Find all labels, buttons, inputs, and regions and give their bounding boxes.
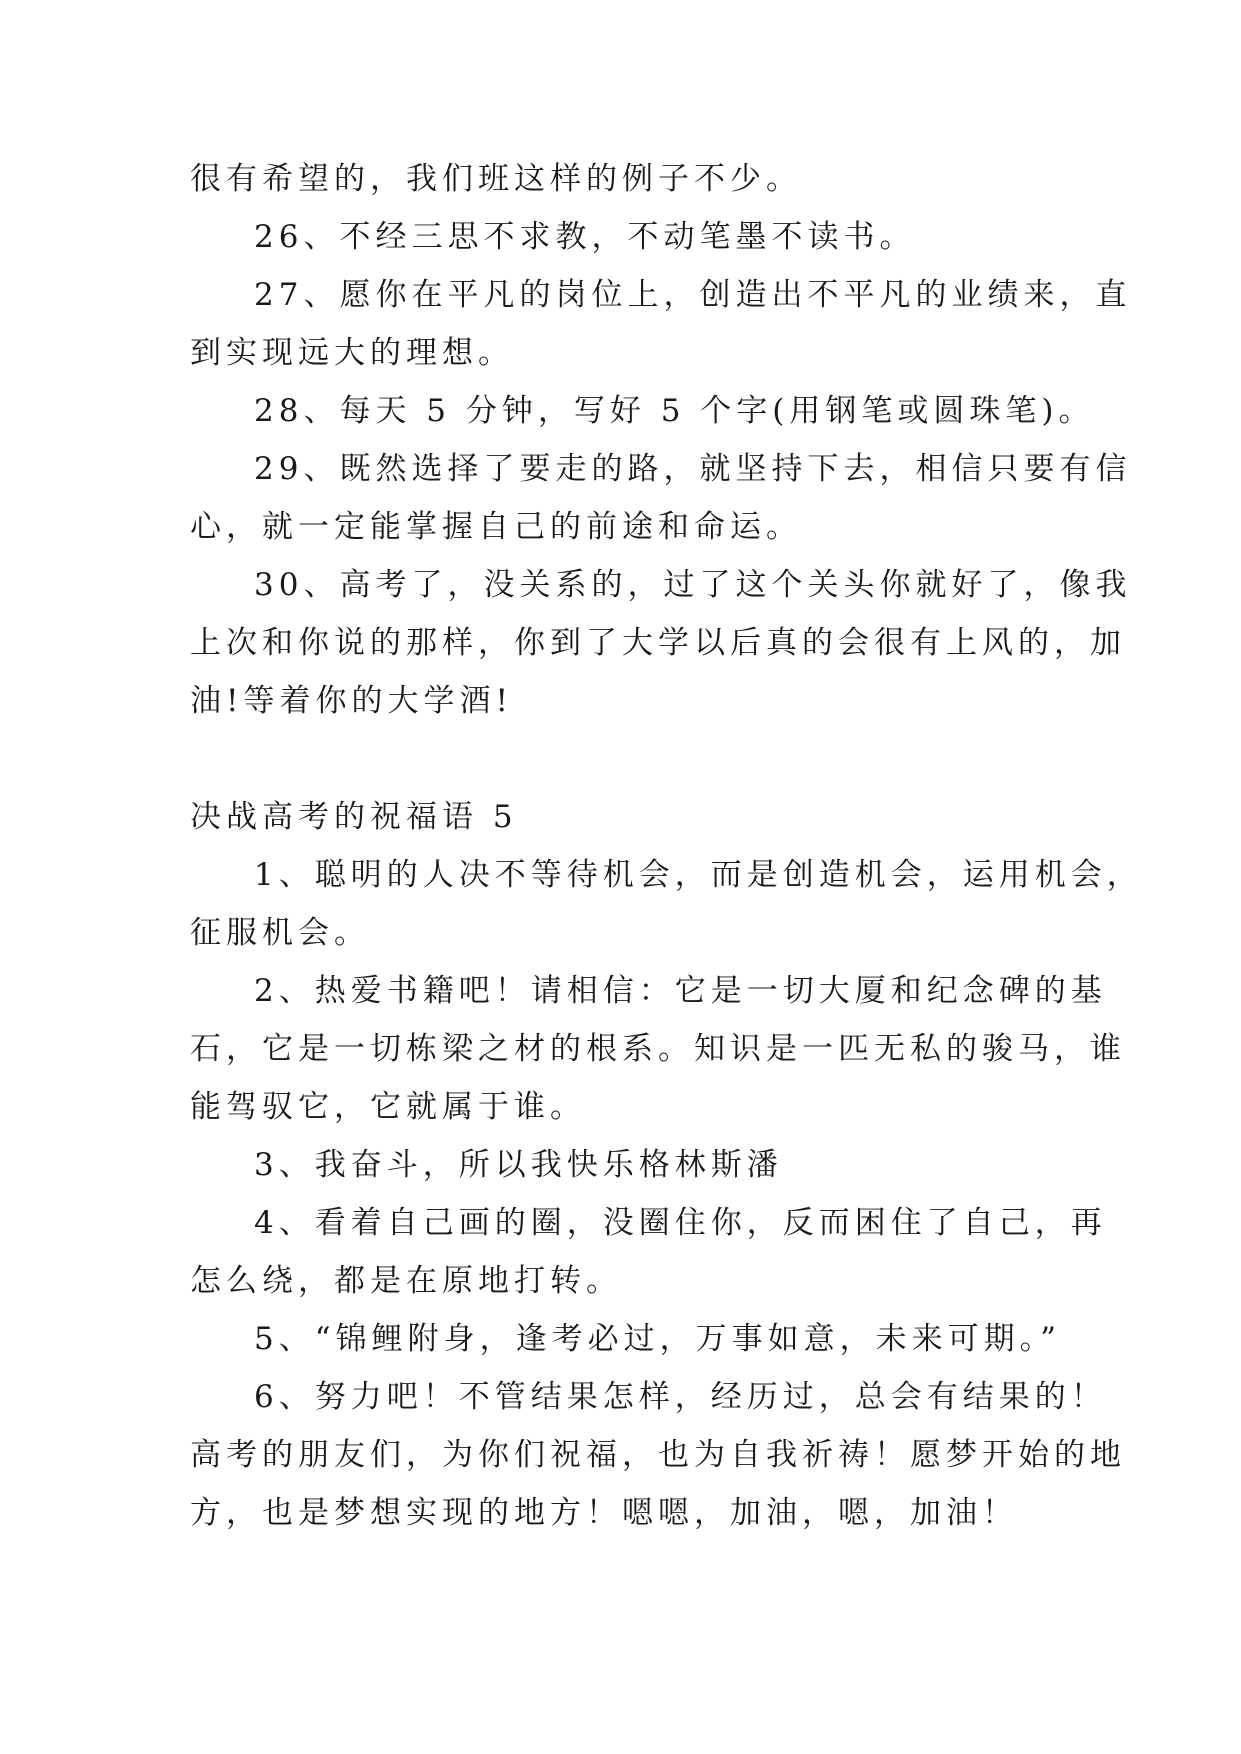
paragraph-line: 26、不经三思不求教，不动笔墨不读书。 (254, 219, 916, 255)
paragraph-line: 石，它是一切栋梁之材的根系。知识是一匹无私的骏马，谁 (190, 1031, 1126, 1067)
paragraph-line: 3、我奋斗，所以我快乐格林斯潘 (254, 1147, 783, 1183)
paragraph-line: 5、“锦鲤附身，逢考必过，万事如意，未来可期。” (254, 1321, 1061, 1357)
paragraph-line: 27、愿你在平凡的岗位上，创造出不平凡的业绩来，直 (254, 277, 1132, 313)
paragraph-line: 能驾驭它，它就属于谁。 (190, 1089, 586, 1125)
paragraph-line: 到实现远大的理想。 (190, 335, 514, 371)
paragraph-line: 4、看着自己画的圈，没圈住你，反而困住了自己，再 (254, 1205, 1107, 1241)
paragraph-line: 油!等着你的大学酒! (190, 683, 513, 719)
paragraph-line: 心，就一定能掌握自己的前途和命运。 (190, 509, 802, 545)
paragraph-line: 怎么绕，都是在原地打转。 (190, 1263, 622, 1299)
paragraph-line: 1、聪明的人决不等待机会，而是创造机会，运用机会， (254, 857, 1143, 893)
section-heading: 决战高考的祝福语 5 (190, 799, 518, 835)
paragraph-line: 上次和你说的那样，你到了大学以后真的会很有上风的，加 (190, 625, 1126, 661)
paragraph-line: 29、既然选择了要走的路，就坚持下去，相信只要有信 (254, 451, 1132, 487)
paragraph-line: 方，也是梦想实现的地方！嗯嗯，加油，嗯，加油！ (190, 1495, 1018, 1531)
paragraph-line: 28、每天 5 分钟，写好 5 个字(用钢笔或圆珠笔)。 (254, 393, 1095, 429)
paragraph-line: 30、高考了，没关系的，过了这个关头你就好了，像我 (254, 567, 1132, 603)
document-body (190, 150, 1143, 1542)
paragraph-line: 2、热爱书籍吧！请相信：它是一切大厦和纪念碑的基 (254, 973, 1107, 1009)
paragraph-line: 高考的朋友们，为你们祝福，也为自我祈祷！愿梦开始的地 (190, 1437, 1126, 1473)
paragraph-line: 6、努力吧！不管结果怎样，经历过，总会有结果的！ (254, 1379, 1107, 1415)
paragraph-line: 征服机会。 (190, 915, 370, 951)
paragraph-line: 很有希望的，我们班这样的例子不少。 (190, 161, 802, 197)
